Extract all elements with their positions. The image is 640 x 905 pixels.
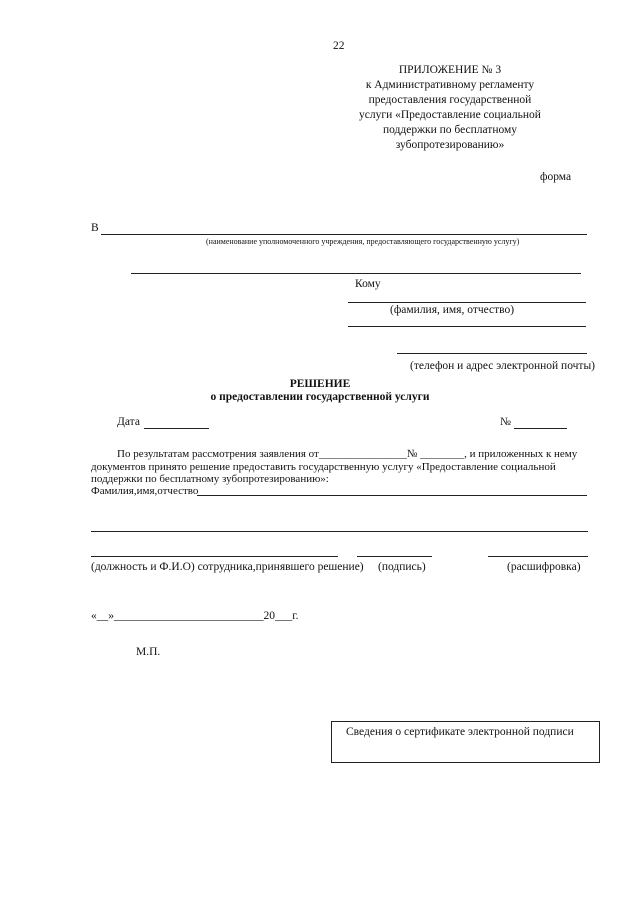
fio-caption: (фамилия, имя, отчество) (390, 304, 515, 316)
appendix-line-3: услуги «Предоставление социальной (359, 109, 541, 121)
decode-line (488, 556, 588, 557)
e-signature-label: Сведения о сертификате электронной подписи (346, 726, 574, 738)
appendix-title: ПРИЛОЖЕНИЕ № 3 (398, 64, 502, 76)
appendix-block (350, 63, 550, 153)
appendix-line-1: к Административному регламенту (365, 79, 535, 91)
form-label: форма (540, 171, 572, 183)
fio-line (348, 302, 586, 303)
position-caption: (должность и Ф.И.О) сотрудника,принявшего решение) (91, 561, 364, 573)
blank-line (91, 531, 588, 532)
appendix-line-4: поддержки по бесплатному (382, 124, 518, 136)
page-number: 22 (333, 40, 345, 52)
fio-field-label: Фамилия,имя,отчество (91, 485, 199, 497)
fio-line-2 (348, 326, 586, 327)
position-line (91, 556, 338, 557)
date-line (144, 428, 209, 429)
date-label: Дата (117, 416, 140, 428)
number-line (514, 428, 567, 429)
sign-line (357, 556, 432, 557)
decision-title: РЕШЕНИЕ (289, 378, 351, 390)
institution-caption: (наименование уполномоченного учреждения, предоставляющего государственную услугу) (206, 237, 520, 246)
fio-field-line (197, 495, 587, 496)
appendix-line-2: предоставления государственной (368, 94, 532, 106)
sign-caption: (подпись) (378, 561, 426, 573)
number-label: № (500, 416, 511, 428)
appendix-line-5: зубопротезированию» (395, 139, 505, 151)
addressee-prefix: В (91, 222, 99, 234)
institution-line-2 (131, 273, 581, 274)
institution-line (101, 234, 587, 235)
contact-caption: (телефон и адрес электронной почты) (410, 360, 596, 372)
stamp-label: М.П. (136, 646, 161, 658)
contact-line (397, 353, 587, 354)
e-signature-box (331, 721, 600, 763)
decision-subtitle: о предоставлении государственной услуги (210, 391, 430, 403)
signature-date-line: «__»__________________________20___г. (91, 610, 299, 622)
to-label: Кому (355, 278, 381, 290)
decision-paragraph-line-3: поддержки по бесплатному зубопротезированию»: (91, 473, 329, 485)
decode-caption: (расшифровка) (507, 561, 581, 573)
decision-paragraph-line-2: документов принято решение предоставить государственную услугу «Предоставление социальной (91, 460, 556, 473)
decision-paragraph-line-1: По результатам рассмотрения заявления от________________№ ________, и приложенных к нему (117, 448, 578, 460)
